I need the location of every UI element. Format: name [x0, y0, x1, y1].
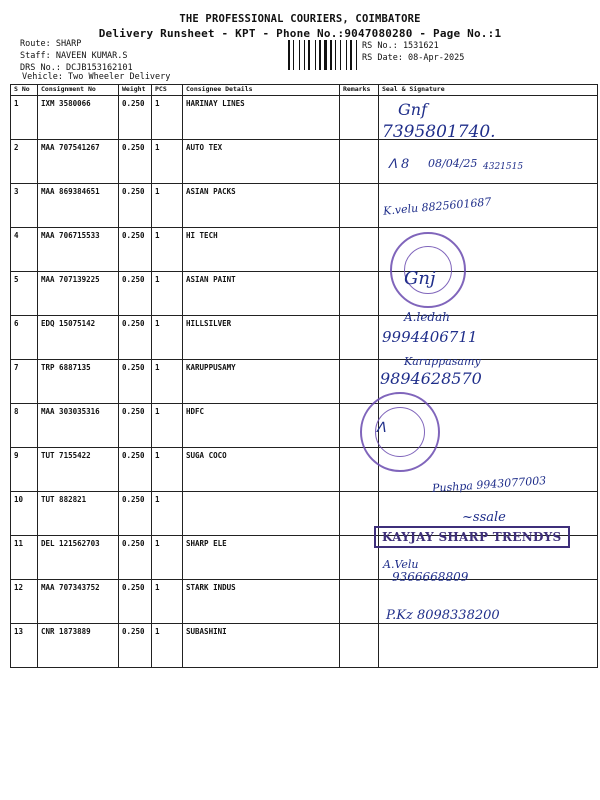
row-consignee: STARK INDUS	[183, 580, 340, 624]
barcode-bar	[315, 40, 316, 70]
row-remarks	[340, 536, 379, 580]
row-consignee: SHARP ELE	[183, 536, 340, 580]
row-consignment: IXM 3580066	[38, 96, 119, 140]
row-consignment: DEL 121562703	[38, 536, 119, 580]
row-sno: 10	[11, 492, 38, 536]
row-remarks	[340, 184, 379, 228]
round-stamp-2	[360, 392, 440, 472]
row-consignment: MAA 869384651	[38, 184, 119, 228]
col-consignee-details: Consignee Details	[183, 85, 340, 96]
row-weight: 0.250	[119, 316, 152, 360]
barcode-bar	[356, 40, 357, 70]
handwriting-row2-date: 08/04/25	[428, 157, 478, 170]
table-header-row	[11, 85, 598, 96]
row-consignment: MAA 706715533	[38, 228, 119, 272]
row-pcs: 1	[152, 96, 183, 140]
row-remarks	[340, 228, 379, 272]
barcode-bar	[335, 40, 336, 70]
row-sno: 12	[11, 580, 38, 624]
barcode-bar	[324, 40, 327, 70]
meta-left	[20, 38, 133, 74]
row-remarks	[340, 316, 379, 360]
row-consignee: HDFC	[183, 404, 340, 448]
col-remarks: Remarks	[340, 85, 379, 96]
handwriting-row7-number: 9894628570	[380, 369, 482, 388]
handwriting-row1: 7395801740.	[382, 122, 496, 142]
col-seal-signature: Seal & Signature	[379, 85, 598, 96]
col-pcs: PCS	[152, 85, 183, 96]
row-remarks	[340, 272, 379, 316]
row-weight: 0.250	[119, 492, 152, 536]
row-weight: 0.250	[119, 184, 152, 228]
row-sno: 13	[11, 624, 38, 668]
barcode-bar	[350, 40, 352, 70]
handwriting-row10: Pushpa 9943077003	[431, 474, 547, 495]
row-sno: 5	[11, 272, 38, 316]
row-pcs: 1	[152, 580, 183, 624]
row-pcs: 1	[152, 404, 183, 448]
barcode-bar	[299, 40, 300, 70]
row-sno: 7	[11, 360, 38, 404]
table-row	[11, 184, 598, 228]
row-consignee: ASIAN PACKS	[183, 184, 340, 228]
table-row	[11, 624, 598, 668]
row-remarks	[340, 624, 379, 668]
row-consignee: HI TECH	[183, 228, 340, 272]
rs-date: RS Date: 08-Apr-2025	[362, 53, 465, 63]
row-sno: 9	[11, 448, 38, 492]
row-consignment: TUT 882821	[38, 492, 119, 536]
row-weight: 0.250	[119, 140, 152, 184]
handwriting-row7-name: Karuppasamy	[404, 355, 481, 368]
row-consignment: MAA 707139225	[38, 272, 119, 316]
table-row	[11, 404, 598, 448]
handwriting-row2-number: 4321515	[483, 162, 524, 172]
row-remarks	[340, 140, 379, 184]
row-consignment: EDQ 15075142	[38, 316, 119, 360]
row-weight: 0.250	[119, 448, 152, 492]
handwriting-row3: K.velu 8825601687	[382, 195, 492, 218]
handwriting-row6-name: A.ledah	[404, 310, 450, 324]
barcode-bar	[319, 40, 321, 70]
row-consignment: CNR 1873889	[38, 624, 119, 668]
company-stamp: KAYJAY SHARP TRENDYS	[374, 526, 570, 548]
signature-row2: ᐱ 8	[388, 157, 410, 172]
col-consignment: Consignment No	[38, 85, 119, 96]
drs-number: DRS No.: DCJB153162101	[20, 63, 133, 73]
col-sno: S No	[11, 85, 38, 96]
row-pcs: 1	[152, 272, 183, 316]
barcode	[288, 40, 360, 70]
row-weight: 0.250	[119, 96, 152, 140]
company-title: THE PROFESSIONAL COURIERS, COIMBATORE	[179, 13, 421, 25]
row-weight: 0.250	[119, 360, 152, 404]
row-seal	[379, 624, 598, 668]
row-remarks	[340, 580, 379, 624]
table-row	[11, 316, 598, 360]
row-consignee: KARUPPUSAMY	[183, 360, 340, 404]
handwriting-row13: P.Kz 8098338200	[386, 608, 500, 623]
row-weight: 0.250	[119, 228, 152, 272]
handwriting-row12-name: A.Velu	[383, 558, 419, 571]
table-row	[11, 360, 598, 404]
row-consignee	[183, 492, 340, 536]
row-sno: 6	[11, 316, 38, 360]
signature-row5: Gnj	[404, 268, 436, 289]
row-sno: 3	[11, 184, 38, 228]
row-sno: 4	[11, 228, 38, 272]
row-weight: 0.250	[119, 404, 152, 448]
barcode-bar	[293, 40, 294, 70]
table-row	[11, 580, 598, 624]
row-consignee: HARINAY LINES	[183, 96, 340, 140]
row-pcs: 1	[152, 316, 183, 360]
staff: Staff: NAVEEN KUMAR.S	[20, 51, 128, 61]
table-row	[11, 96, 598, 140]
handwriting-row12-number: 9366668809	[392, 570, 469, 584]
barcode-bar	[340, 40, 341, 70]
table-row	[11, 272, 598, 316]
barcode-bar	[330, 40, 332, 70]
barcode-bar	[346, 40, 347, 70]
barcode-bar	[304, 40, 305, 70]
row-sno: 2	[11, 140, 38, 184]
row-weight: 0.250	[119, 624, 152, 668]
row-remarks	[340, 492, 379, 536]
row-consignment: TUT 7155422	[38, 448, 119, 492]
row-pcs: 1	[152, 492, 183, 536]
signature-row1: Gnf	[398, 100, 428, 119]
row-consignee: ASIAN PAINT	[183, 272, 340, 316]
row-weight: 0.250	[119, 272, 152, 316]
vehicle: Vehicle: Two Wheeler Delivery	[22, 72, 171, 82]
barcode-bar	[288, 40, 290, 70]
signature-row9: ᐱ	[376, 420, 386, 436]
row-remarks	[340, 96, 379, 140]
row-consignee: AUTO TEX	[183, 140, 340, 184]
row-consignee: SUGA COCO	[183, 448, 340, 492]
row-pcs: 1	[152, 140, 183, 184]
row-sno: 1	[11, 96, 38, 140]
row-consignee: HILLSILVER	[183, 316, 340, 360]
barcode-bar	[308, 40, 310, 70]
meta-right	[362, 40, 464, 64]
row-sno: 11	[11, 536, 38, 580]
row-pcs: 1	[152, 184, 183, 228]
row-pcs: 1	[152, 536, 183, 580]
row-remarks	[340, 360, 379, 404]
row-consignment: MAA 303035316	[38, 404, 119, 448]
runsheet-subtitle: Delivery Runsheet - KPT - Phone No.:9047080280 - Page No.:1	[98, 27, 502, 40]
row-pcs: 1	[152, 360, 183, 404]
row-consignment: MAA 707541267	[38, 140, 119, 184]
row-weight: 0.250	[119, 536, 152, 580]
row-pcs: 1	[152, 228, 183, 272]
table-row	[11, 228, 598, 272]
rs-number: RS No.: 1531621	[362, 41, 439, 51]
signature-row11: ~ssale	[462, 510, 506, 525]
row-consignment: MAA 707343752	[38, 580, 119, 624]
handwriting-row6-number: 9994406711	[382, 328, 478, 346]
col-weight: Weight	[119, 85, 152, 96]
row-consignee: SUBASHINI	[183, 624, 340, 668]
row-pcs: 1	[152, 624, 183, 668]
row-consignment: TRP 6887135	[38, 360, 119, 404]
row-sno: 8	[11, 404, 38, 448]
route: Route: SHARP	[20, 39, 82, 49]
row-pcs: 1	[152, 448, 183, 492]
row-weight: 0.250	[119, 580, 152, 624]
